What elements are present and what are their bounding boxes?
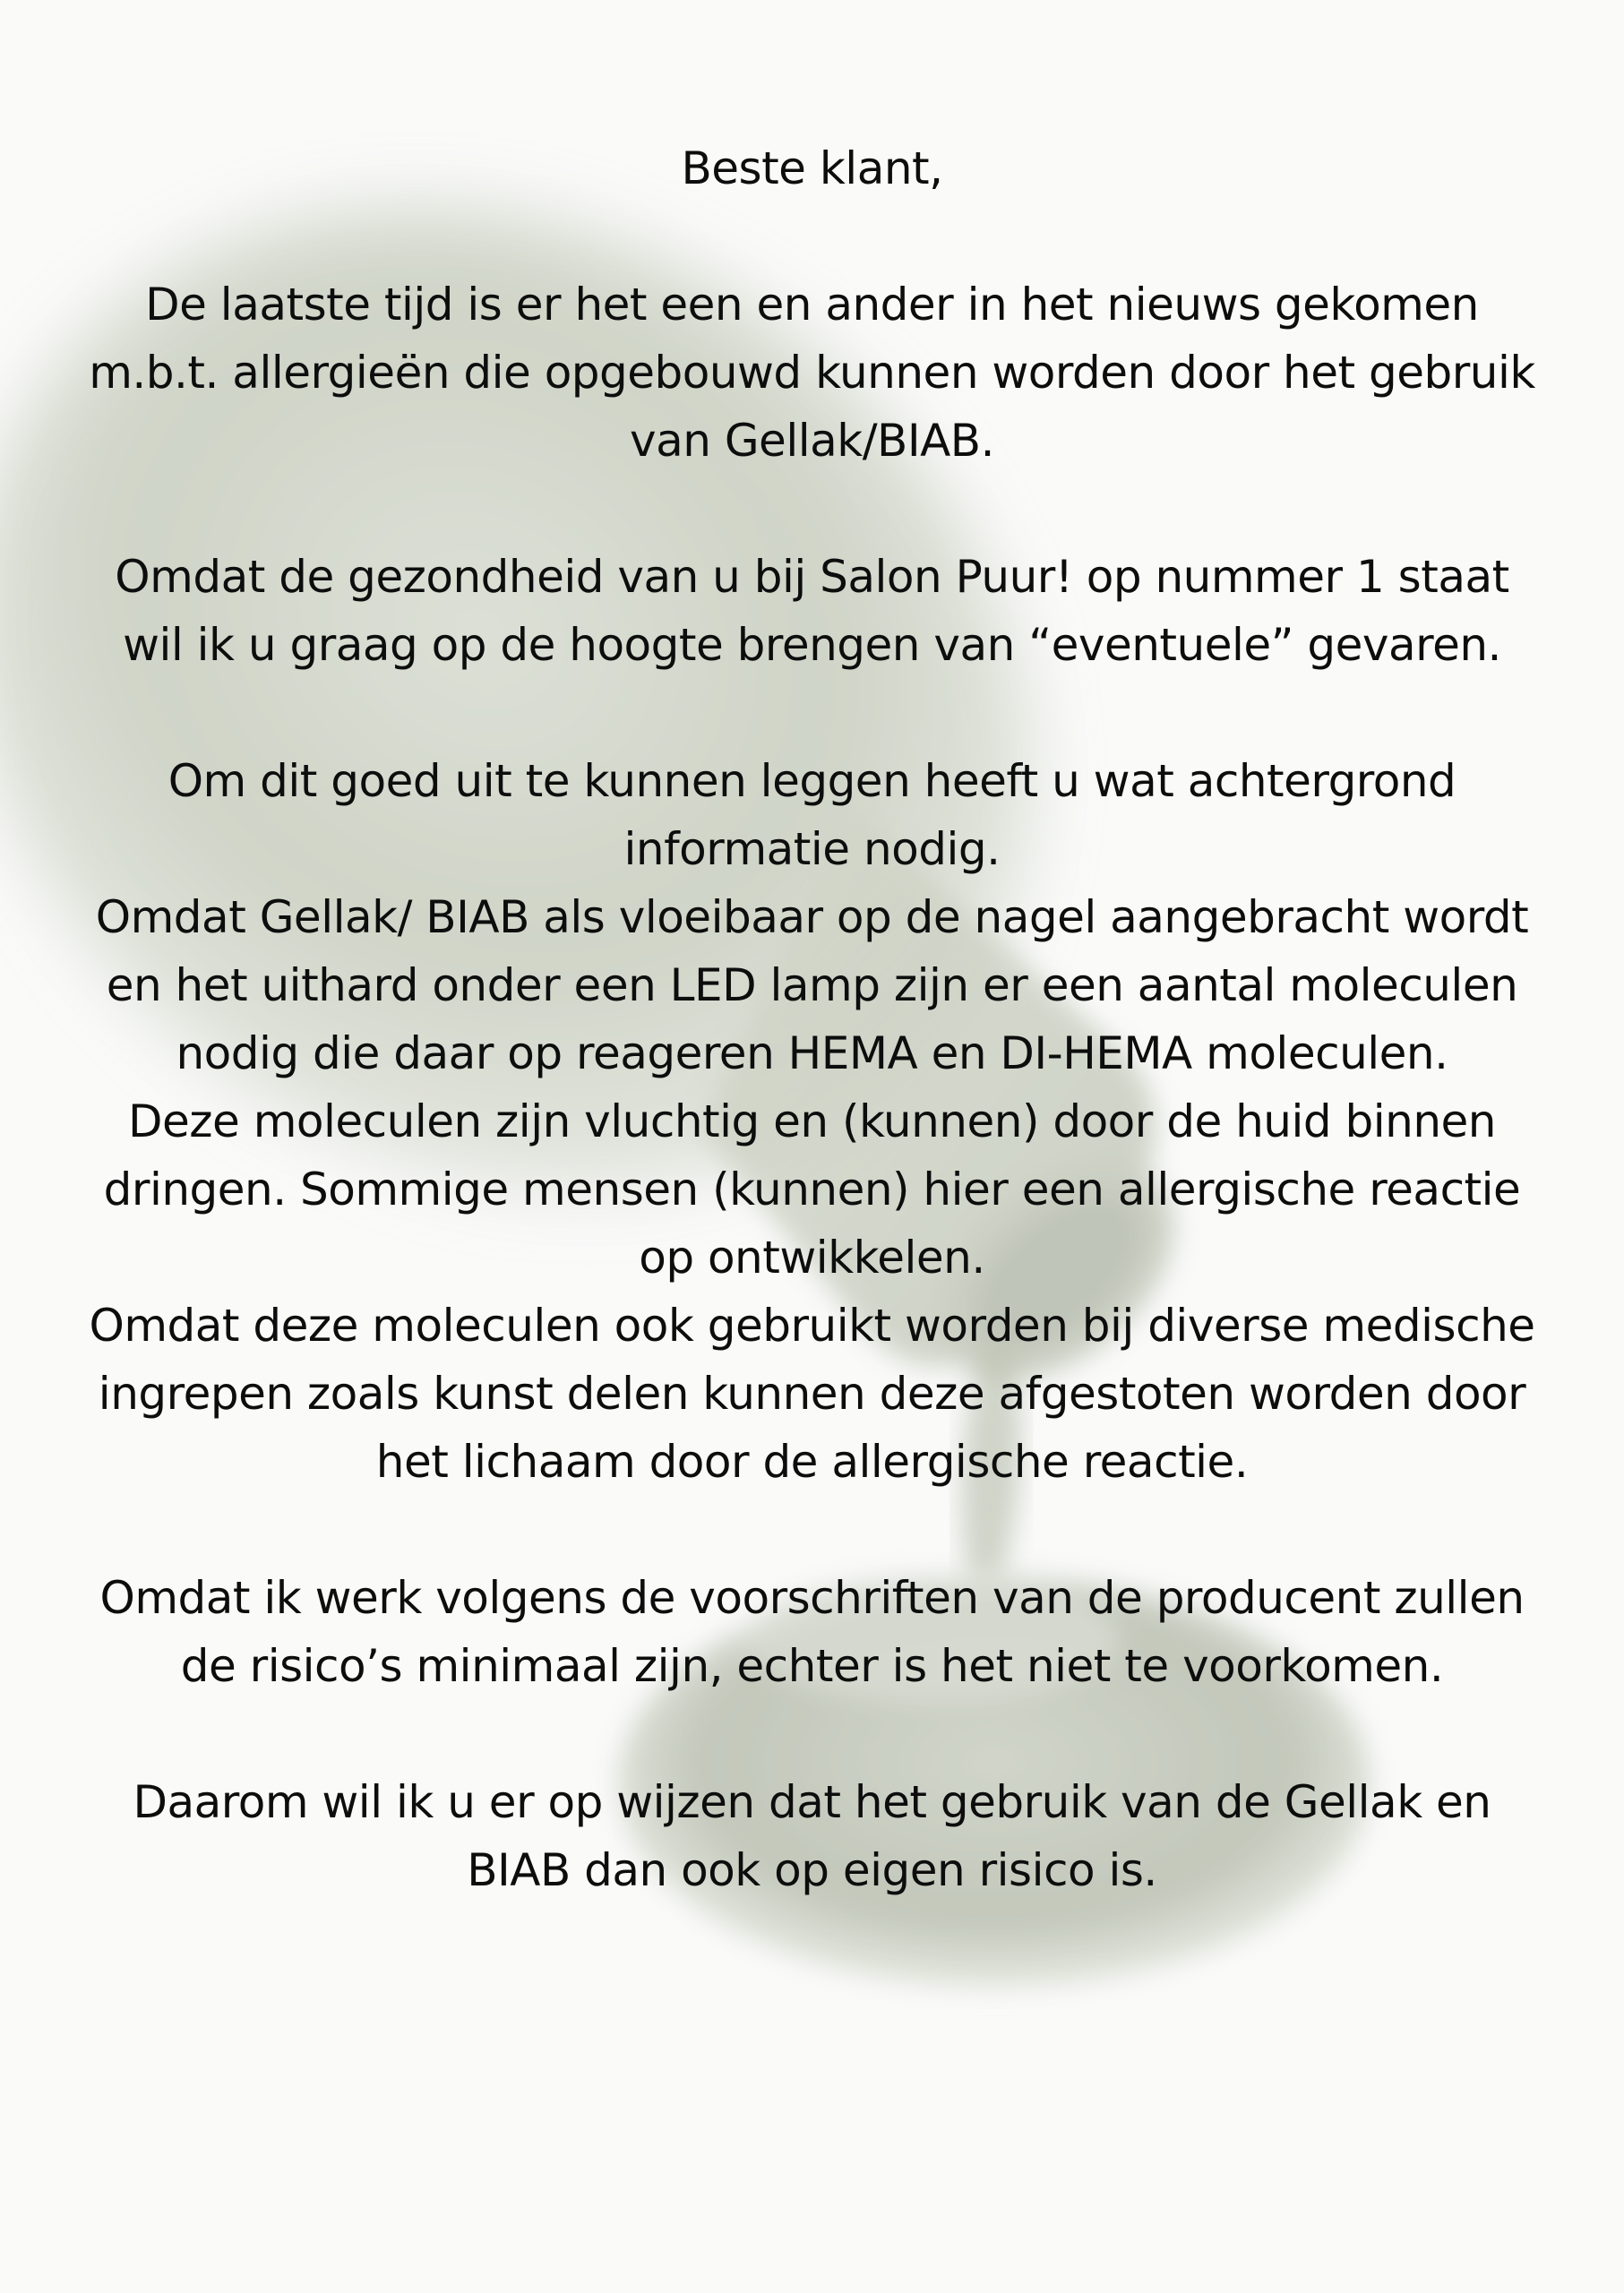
- paragraph-spacer: [85, 1496, 1539, 1564]
- paragraph-own-risk: Daarom wil ik u er op wijzen dat het gebruik van de Gellak en BIAB dan ook op eigen risico is.: [133, 1776, 1491, 1896]
- paragraph-volatile-molecules: Deze moleculen zijn vluchtig en (kunnen) door de huid binnen dringen. Sommige mensen (kunnen) hier een allergische reactie op ontwikkelen.: [103, 1095, 1521, 1284]
- paragraph-hema-molecules: Omdat Gellak/ BIAB als vloeibaar op de nagel aangebracht wordt en het uithard onder een LED lamp zijn er een aantal moleculen nodig die daar op reageren HEMA en DI-HEMA moleculen.: [95, 891, 1529, 1079]
- paragraph-spacer: [85, 202, 1539, 271]
- paragraph-news-allergies: De laatste tijd is er het een en ander in het nieuws gekomen m.b.t. allergieën die opgebouwd kunnen worden door het gebruik van Gellak/BIAB.: [89, 279, 1535, 467]
- paragraph-spacer: [85, 679, 1539, 747]
- paragraph-background-info: Om dit goed uit te kunnen leggen heeft u wat achtergrond informatie nodig.: [168, 755, 1456, 875]
- paragraph-spacer: [85, 475, 1539, 543]
- paragraph-minimal-risk: Omdat ik werk volgens de voorschriften van de producent zullen de risico’s minimaal zijn, echter is het niet te voorkomen.: [99, 1572, 1525, 1692]
- paragraph-spacer: [85, 1700, 1539, 1768]
- paragraph-medical-procedures: Omdat deze moleculen ook gebruikt worden bij diverse medische ingrepen zoals kunst delen kunnen deze afgestoten worden door het lichaam door de allergische reactie.: [89, 1300, 1535, 1488]
- letter-body: [85, 134, 1539, 1904]
- paragraph-health-first: Omdat de gezondheid van u bij Salon Puur! op nummer 1 staat wil ik u graag op de hoogte brengen van “eventuele” gevaren.: [115, 551, 1509, 671]
- greeting: Beste klant,: [681, 142, 943, 194]
